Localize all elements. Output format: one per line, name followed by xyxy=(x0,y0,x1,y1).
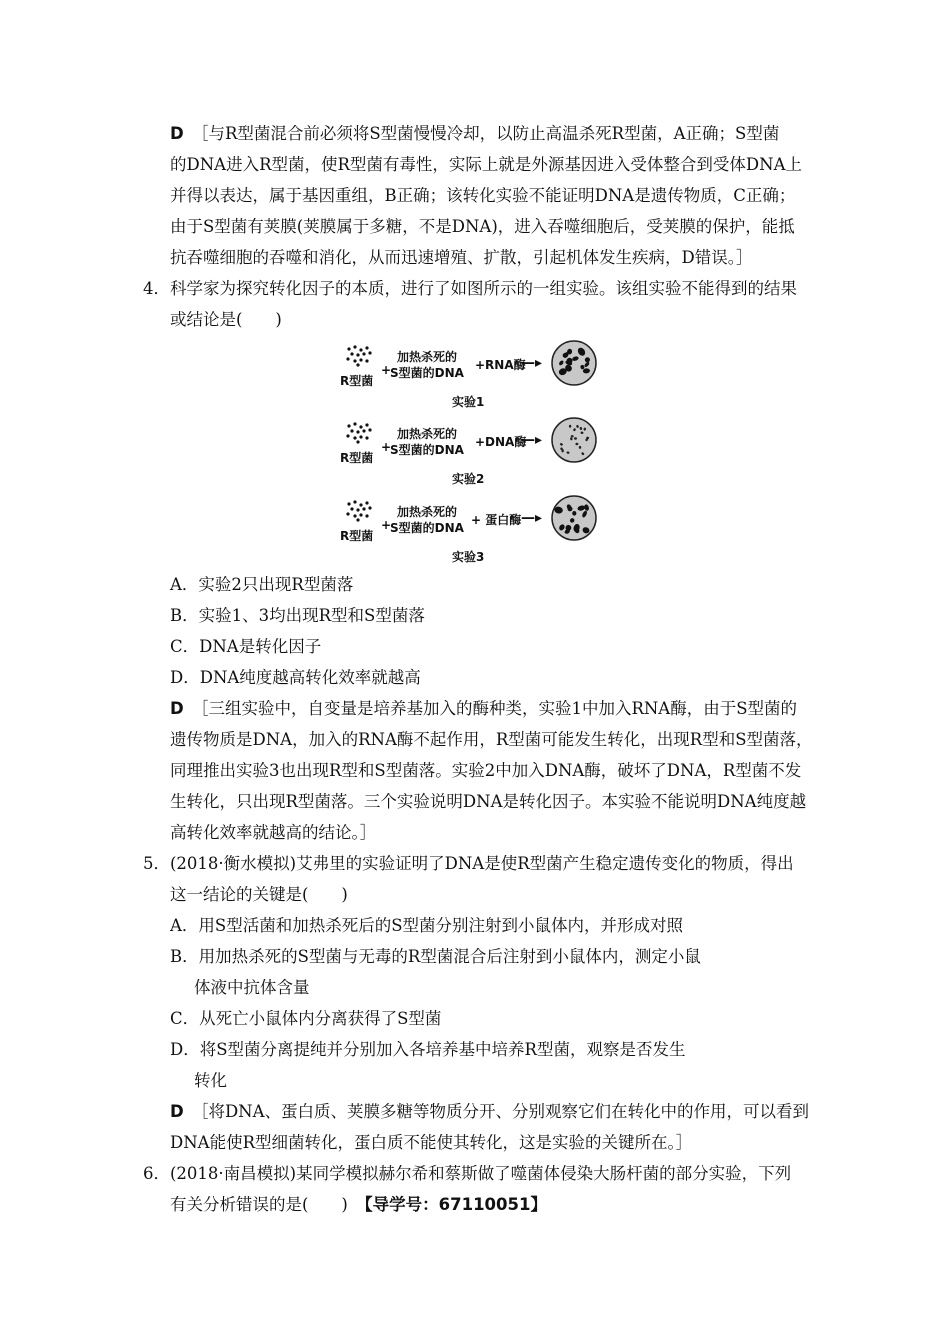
text-line xyxy=(170,947,701,967)
s-strain-dna-label: S型菌的DNA xyxy=(390,443,464,457)
experiment-caption: 实验3 xyxy=(452,550,485,564)
text-span: 的DNA进入R型菌，使R型菌有毒性，实际上就是外源基因进入受体整合到受体DNA上 xyxy=(170,155,803,174)
text-span: A．用S型活菌和加热杀死后的S型菌分别注射到小鼠体内，并形成对照 xyxy=(170,916,684,935)
text-line xyxy=(170,1133,692,1153)
text-line xyxy=(170,668,421,688)
text-line xyxy=(170,606,425,626)
text-span: 体液中抗体含量 xyxy=(194,978,310,997)
text-line xyxy=(170,1195,547,1215)
text-line xyxy=(194,1071,227,1091)
text-span: 遗传物质是DNA，加入的RNA酶不起作用，R型菌可能发生转化，出现R型和S型菌落， xyxy=(170,730,813,749)
text-line xyxy=(170,310,282,330)
text-line xyxy=(170,916,683,936)
text-span: 5．(2018·衡水模拟)艾弗里的实验证明了DNA是使R型菌产生稳定遗传变化的物质，得出 xyxy=(143,854,794,873)
text-line xyxy=(170,248,752,268)
bold-text: D xyxy=(170,124,184,143)
r-bacteria-cluster-icon xyxy=(345,422,375,444)
text-span: 有关分析错误的是( ) xyxy=(170,1195,365,1214)
text-line xyxy=(170,730,813,750)
text-span: 同理推出实验3也出现R型和S型菌落。实验2中加入DNA酶，破坏了DNA，R型菌不发 xyxy=(170,761,802,780)
petri-dish-icon xyxy=(550,339,598,387)
enzyme-label: +RNA酶 xyxy=(475,358,526,372)
bold-text: D xyxy=(170,699,184,718)
text-line xyxy=(170,155,802,175)
text-span: 4．科学家为探究转化因子的本质，进行了如图所示的一组实验。该组实验不能得到的结果 xyxy=(143,279,797,298)
experiment-caption: 实验1 xyxy=(452,395,485,409)
text-line xyxy=(170,186,795,206)
text-line xyxy=(170,1040,685,1060)
r-strain-label: R型菌 xyxy=(340,451,374,465)
heat-killed-label: 加热杀死的 xyxy=(397,505,458,519)
plus-sign: + xyxy=(381,440,392,454)
r-strain-label: R型菌 xyxy=(340,374,374,388)
text-line xyxy=(170,217,795,237)
text-span: 并得以表达，属于基因重组，B正确；该转化实验不能证明DNA是遗传物质，C正确； xyxy=(170,186,796,205)
plus-sign: + xyxy=(381,518,392,532)
experiment-caption: 实验2 xyxy=(452,472,485,486)
text-span: 转化 xyxy=(194,1071,227,1090)
plus-sign: + xyxy=(381,363,392,377)
text-line xyxy=(170,792,806,812)
r-strain-label: R型菌 xyxy=(340,529,374,543)
arrow-icon: —▸ xyxy=(521,510,543,526)
petri-dish-icon xyxy=(550,416,598,464)
text-span: 由于S型菌有荚膜(荚膜属于多糖，不是DNA)，进入吞噬细胞后，受荚膜的保护，能抵 xyxy=(170,217,795,236)
text-span: 6．(2018·南昌模拟)某同学模拟赫尔希和蔡斯做了噬菌体侵染大肠杆菌的部分实验，下列 xyxy=(143,1164,792,1183)
text-line xyxy=(143,1164,791,1184)
bold-text: D xyxy=(170,1102,184,1121)
heat-killed-label: 加热杀死的 xyxy=(397,427,458,441)
arrow-icon: —▸ xyxy=(521,432,543,448)
text-span: 抗吞噬细胞的吞噬和消化，从而迅速增殖、扩散，引起机体发生疾病，D错误。］ xyxy=(170,248,753,267)
text-line xyxy=(170,1102,809,1122)
text-span: A．实验2只出现R型菌落 xyxy=(170,575,354,594)
text-span: B．实验1、3均出现R型和S型菌落 xyxy=(170,606,425,625)
r-bacteria-cluster-icon xyxy=(345,500,375,522)
text-span: ［与R型菌混合前必须将S型菌慢慢冷却，以防止高温杀死R型菌，A正确；S型菌 xyxy=(183,124,780,143)
text-line xyxy=(170,885,348,905)
text-line xyxy=(170,575,353,595)
text-span: DNA能使R型细菌转化，蛋白质不能使其转化，这是实验的关键所在。］ xyxy=(170,1133,693,1152)
text-span: 或结论是( ) xyxy=(170,310,282,329)
text-line xyxy=(194,978,310,998)
petri-dish-icon xyxy=(550,494,598,542)
text-line xyxy=(143,854,794,874)
text-span: 生转化，只出现R型菌落。三个实验说明DNA是转化因子。本实验不能说明DNA纯度越 xyxy=(170,792,807,811)
enzyme-label: +DNA酶 xyxy=(475,435,527,449)
s-strain-dna-label: S型菌的DNA xyxy=(390,366,464,380)
text-line xyxy=(170,637,321,657)
text-span: 高转化效率就越高的结论。］ xyxy=(170,823,377,842)
text-line xyxy=(170,1009,441,1029)
text-line xyxy=(170,823,376,843)
text-span: C．DNA是转化因子 xyxy=(170,637,322,656)
text-line xyxy=(170,124,779,144)
text-line xyxy=(143,279,797,299)
text-span: C．从死亡小鼠体内分离获得了S型菌 xyxy=(170,1009,442,1028)
text-line xyxy=(170,699,797,719)
s-strain-dna-label: S型菌的DNA xyxy=(390,521,464,535)
text-span: B．用加热杀死的S型菌与无毒的R型菌混合后注射到小鼠体内，测定小鼠 xyxy=(170,947,701,966)
enzyme-label: + 蛋白酶 xyxy=(471,513,522,527)
text-span: D．将S型菌分离提纯并分别加入各培养基中培养R型菌，观察是否发生 xyxy=(170,1040,686,1059)
text-span: ［三组实验中，自变量是培养基加入的酶种类，实验1中加入RNA酶，由于S型菌的 xyxy=(183,699,798,718)
text-line xyxy=(170,761,801,781)
bold-text: 【导学号：67110051】 xyxy=(364,1195,547,1214)
heat-killed-label: 加热杀死的 xyxy=(397,350,458,364)
text-span: 这一结论的关键是( ) xyxy=(170,885,348,904)
text-span: D．DNA纯度越高转化效率就越高 xyxy=(170,668,421,687)
arrow-icon: —▸ xyxy=(521,355,543,371)
text-span: ［将DNA、蛋白质、荚膜多糖等物质分开、分别观察它们在转化中的作用，可以看到 xyxy=(183,1102,810,1121)
r-bacteria-cluster-icon xyxy=(345,345,375,367)
